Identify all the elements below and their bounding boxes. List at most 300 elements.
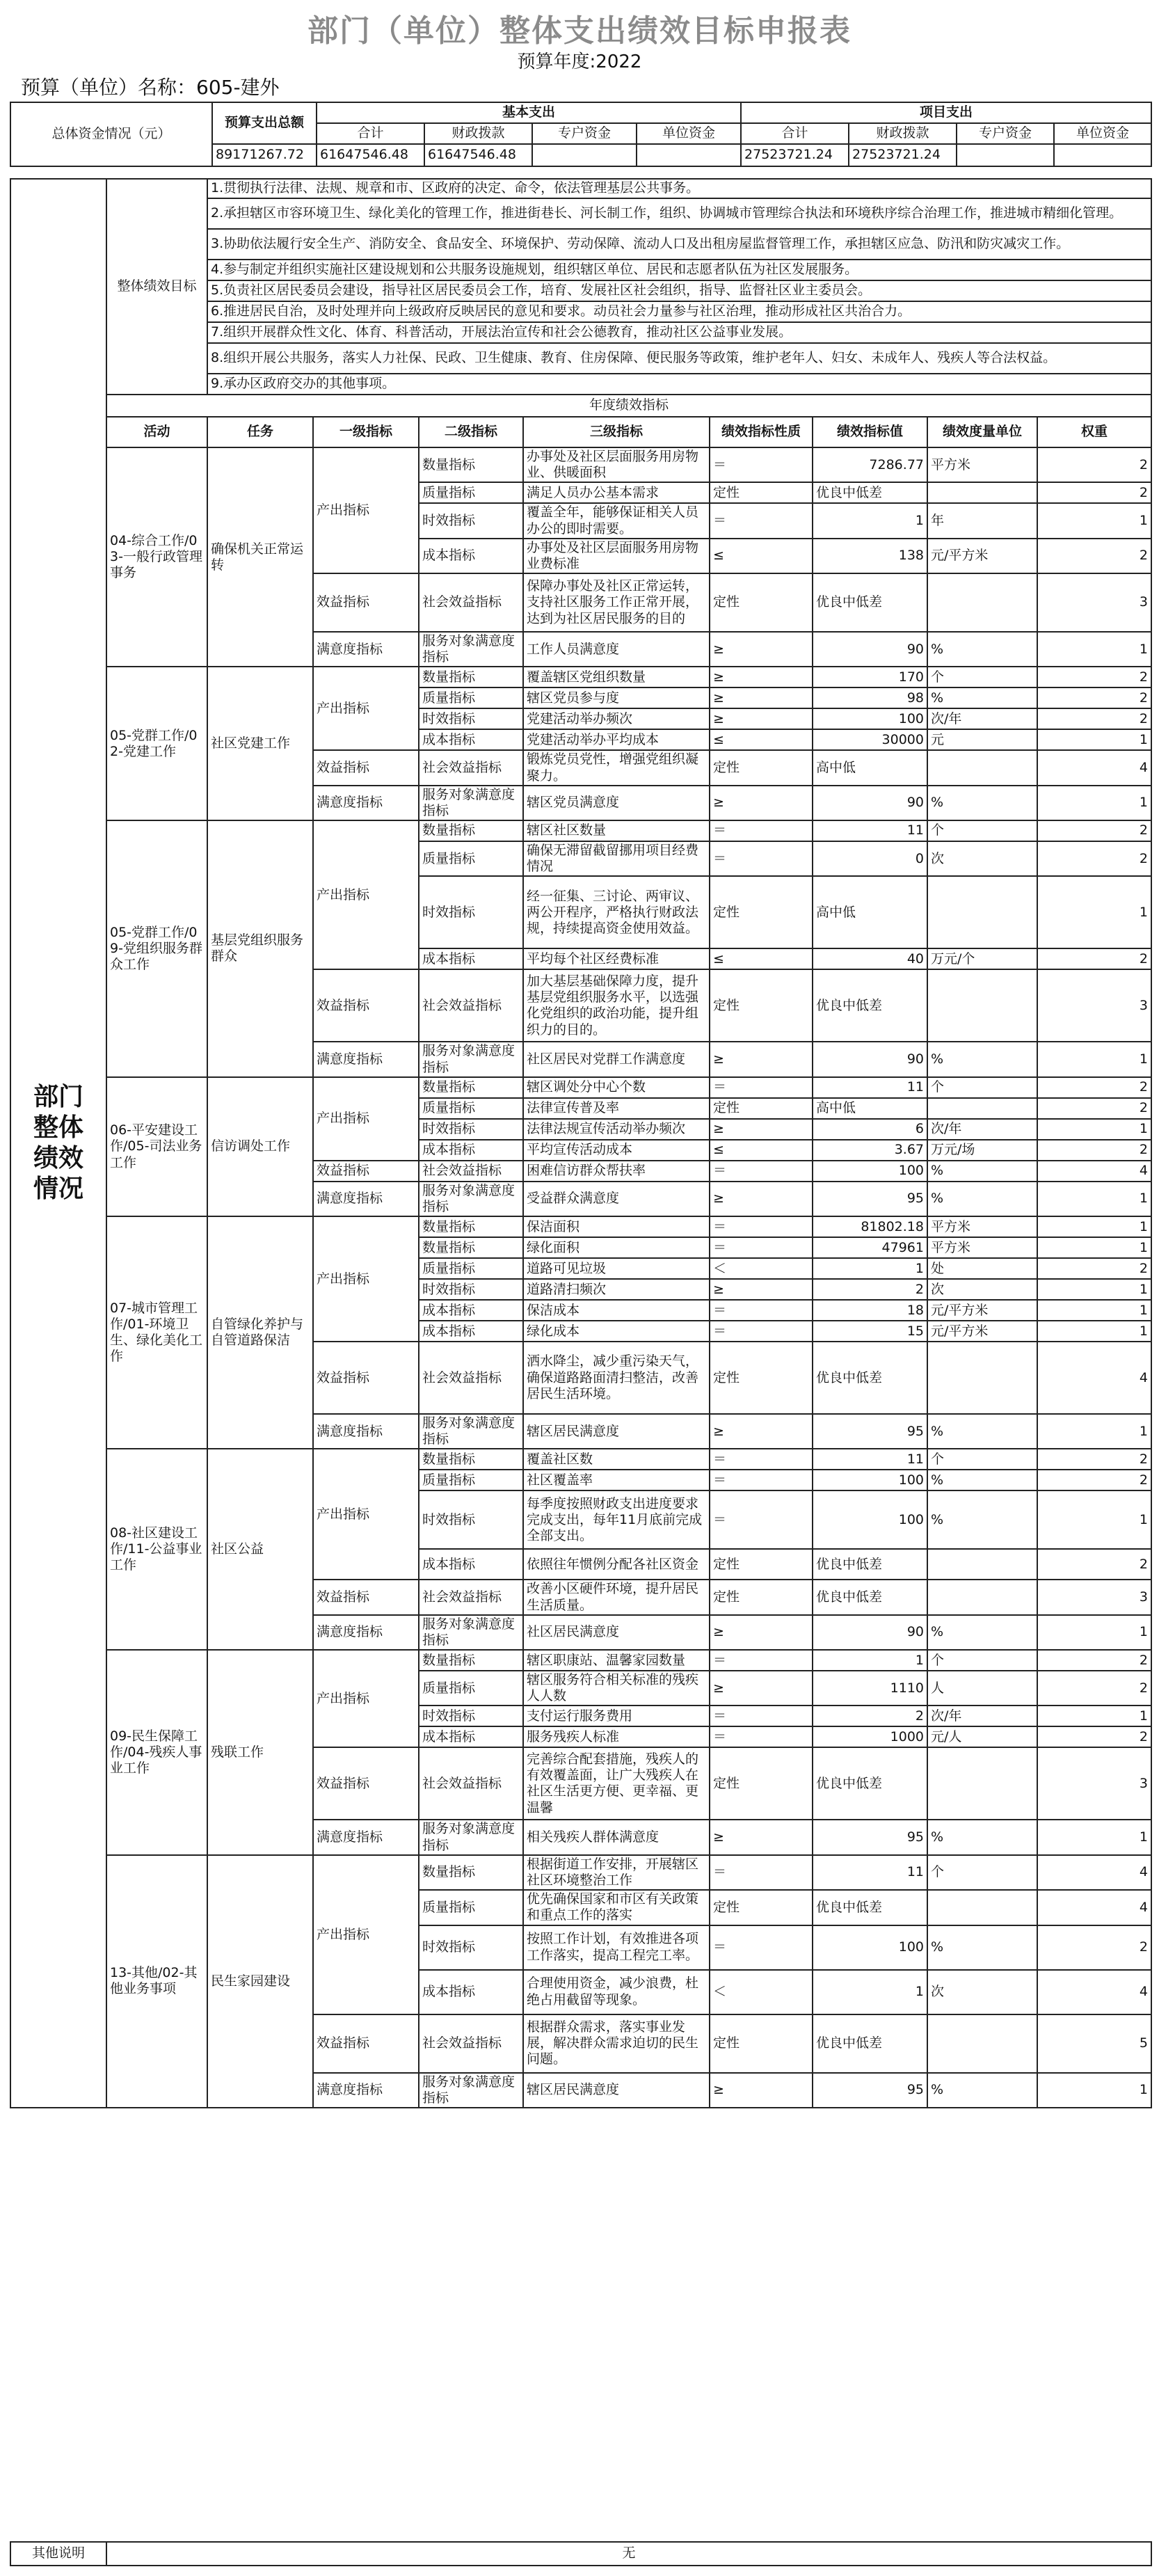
unit-cell <box>927 1890 1037 1925</box>
weight-cell: 2 <box>1037 841 1151 876</box>
nature-cell: ＝ <box>710 1077 813 1098</box>
unit-cell: % <box>927 1414 1037 1449</box>
nature-cell: 定性 <box>710 1890 813 1925</box>
unit-cell: 元/平方米 <box>927 539 1037 573</box>
project-value <box>1054 144 1151 166</box>
unit-cell: 处 <box>927 1258 1037 1279</box>
level2-cell: 社会效益指标 <box>419 573 523 632</box>
level3-cell: 社区居民满意度 <box>523 1615 710 1650</box>
nature-cell: ＜ <box>710 1970 813 2014</box>
unit-cell: 平方米 <box>927 447 1037 482</box>
level1-cell: 满意度指标 <box>313 1042 419 1076</box>
level3-cell: 服务残疾人标准 <box>523 1726 710 1747</box>
level1-cell: 产出指标 <box>313 1449 419 1580</box>
nature-cell: ＝ <box>710 1726 813 1747</box>
col-header: 专户资金 <box>957 123 1054 144</box>
nature-cell: ＝ <box>710 841 813 876</box>
nature-cell: ≥ <box>710 1279 813 1300</box>
unit-cell: % <box>927 786 1037 820</box>
level2-cell: 成本指标 <box>419 1321 523 1342</box>
weight-cell: 1 <box>1037 1615 1151 1650</box>
nature-cell: ≥ <box>710 1042 813 1076</box>
basic-value: 61647546.48 <box>317 144 424 166</box>
page-title: 部门（单位）整体支出绩效目标申报表 <box>307 13 852 49</box>
value-cell: 81802.18 <box>813 1216 927 1237</box>
weight-cell: 1 <box>1037 786 1151 820</box>
weight-cell: 1 <box>1037 2073 1151 2108</box>
weight-cell: 1 <box>1037 1279 1151 1300</box>
level3-cell: 优先确保国家和市区有关政策和重点工作的落实 <box>523 1890 710 1925</box>
level2-cell: 时效指标 <box>419 876 523 948</box>
unit-cell <box>927 1549 1037 1580</box>
level3-cell: 社区覆盖率 <box>523 1470 710 1490</box>
nature-cell: 定性 <box>710 573 813 632</box>
goal-text: 6.推进居民自治，及时处理并向上级政府反映居民的意见和要求。动员社会力量参与社区治理，推动形成社区共治合力。 <box>207 301 1151 322</box>
nature-cell: ≥ <box>710 1671 813 1706</box>
nature-cell: ≥ <box>710 667 813 687</box>
value-cell: 优良中低差 <box>813 1580 927 1614</box>
unit-cell: 个 <box>927 820 1037 841</box>
weight-cell: 3 <box>1037 1580 1151 1614</box>
unit-cell: 元/平方米 <box>927 1321 1037 1342</box>
unit-cell: % <box>927 1182 1037 1216</box>
nature-cell: ≤ <box>710 1140 813 1161</box>
level2-cell: 质量指标 <box>419 1258 523 1279</box>
weight-cell: 2 <box>1037 948 1151 969</box>
weight-cell: 2 <box>1037 1549 1151 1580</box>
value-cell: 1 <box>813 1650 927 1671</box>
level1-cell: 满意度指标 <box>313 1615 419 1650</box>
activity-cell: 08-社区建设工作/11-公益事业工作 <box>106 1449 207 1650</box>
unit-cell: % <box>927 1925 1037 1970</box>
level2-cell: 时效指标 <box>419 503 523 538</box>
value-cell: 优良中低差 <box>813 1549 927 1580</box>
level3-cell: 满足人员办公基本需求 <box>523 482 710 503</box>
column-header: 绩效指标值 <box>813 417 927 447</box>
value-cell: 优良中低差 <box>813 1747 927 1820</box>
unit-cell: 元/平方米 <box>927 1300 1037 1321</box>
level1-cell: 满意度指标 <box>313 786 419 820</box>
level2-cell: 成本指标 <box>419 1549 523 1580</box>
nature-cell: ＝ <box>710 1216 813 1237</box>
weight-cell: 1 <box>1037 1414 1151 1449</box>
level2-cell: 质量指标 <box>419 1470 523 1490</box>
level1-cell: 满意度指标 <box>313 632 419 667</box>
level2-cell: 时效指标 <box>419 1925 523 1970</box>
level2-cell: 服务对象满意度指标 <box>419 632 523 667</box>
total-value: 89171267.72 <box>212 144 317 166</box>
level2-cell: 服务对象满意度指标 <box>419 1414 523 1449</box>
goal-text: 8.组织开展公共服务，落实人力社保、民政、卫生健康、教育、住房保障、便民服务等政策，维护老年人、妇女、未成年人、残疾人等合法权益。 <box>207 343 1151 374</box>
level1-cell: 产出指标 <box>313 1216 419 1342</box>
weight-cell: 2 <box>1037 539 1151 573</box>
activity-cell: 13-其他/02-其他业务事项 <box>106 1855 207 2108</box>
col-header: 合计 <box>741 123 849 144</box>
level3-cell: 平均宣传活动成本 <box>523 1140 710 1161</box>
other-table <box>10 2541 1152 2566</box>
level2-cell: 服务对象满意度指标 <box>419 1182 523 1216</box>
project-label: 项目支出 <box>741 102 1151 123</box>
level3-cell: 辖区职康站、温馨家园数量 <box>523 1650 710 1671</box>
level2-cell: 社会效益指标 <box>419 969 523 1042</box>
level3-cell: 按照工作计划，有效推进各项工作落实，提高工程完工率。 <box>523 1925 710 1970</box>
nature-cell: 定性 <box>710 1549 813 1580</box>
nature-cell: ≤ <box>710 948 813 969</box>
unit-cell: 次/年 <box>927 1706 1037 1726</box>
value-cell: 47961 <box>813 1237 927 1258</box>
nature-cell: ≥ <box>710 1182 813 1216</box>
weight-cell: 1 <box>1037 1820 1151 1854</box>
value-cell: 100 <box>813 708 927 729</box>
level2-cell: 质量指标 <box>419 1890 523 1925</box>
value-cell: 18 <box>813 1300 927 1321</box>
weight-cell: 1 <box>1037 729 1151 750</box>
unit-cell: 元 <box>927 729 1037 750</box>
level1-cell: 满意度指标 <box>313 2073 419 2108</box>
activity-cell: 06-平安建设工作/05-司法业务工作 <box>106 1077 207 1216</box>
level3-cell: 支付运行服务费用 <box>523 1706 710 1726</box>
level1-cell: 效益指标 <box>313 1161 419 1182</box>
unit-cell: 年 <box>927 503 1037 538</box>
nature-cell: ≥ <box>710 2073 813 2108</box>
value-cell: 90 <box>813 1042 927 1076</box>
level2-cell: 质量指标 <box>419 1098 523 1119</box>
value-cell: 2 <box>813 1279 927 1300</box>
level2-cell: 成本指标 <box>419 1300 523 1321</box>
unit-cell: 万元/个 <box>927 948 1037 969</box>
nature-cell: 定性 <box>710 2014 813 2073</box>
nature-cell: ≥ <box>710 1119 813 1140</box>
value-cell: 90 <box>813 1615 927 1650</box>
unit-cell <box>927 1747 1037 1820</box>
activity-cell: 05-党群工作/02-党建工作 <box>106 667 207 820</box>
nature-cell: ＝ <box>710 447 813 482</box>
value-cell: 95 <box>813 2073 927 2108</box>
goal-text: 9.承办区政府交办的其他事项。 <box>207 374 1151 395</box>
goal-text: 2.承担辖区市容环境卫生、绿化美化的管理工作，推进街巷长、河长制工作，组织、协调城市管理综合执法和环境秩序综合治理工作，推进城市精细化管理。 <box>207 198 1151 229</box>
level3-cell: 辖区党员参与度 <box>523 687 710 708</box>
project-value: 27523721.24 <box>849 144 957 166</box>
nature-cell: ＝ <box>710 1237 813 1258</box>
nature-cell: ＝ <box>710 1490 813 1549</box>
weight-cell: 2 <box>1037 1140 1151 1161</box>
value-cell: 优良中低差 <box>813 482 927 503</box>
unit-cell: % <box>927 1042 1037 1076</box>
weight-cell: 2 <box>1037 1925 1151 1970</box>
unit-cell: 个 <box>927 1855 1037 1890</box>
level3-cell: 辖区调处分中心个数 <box>523 1077 710 1098</box>
level1-cell: 产出指标 <box>313 1855 419 2014</box>
nature-cell: ＜ <box>710 1258 813 1279</box>
value-cell: 90 <box>813 786 927 820</box>
level2-cell: 时效指标 <box>419 1706 523 1726</box>
level3-cell: 加大基层基础保障力度，提升基层党组织服务水平，以选强化党组织的政治功能，提升组织力的目的。 <box>523 969 710 1042</box>
level2-cell: 服务对象满意度指标 <box>419 1615 523 1650</box>
level2-cell: 服务对象满意度指标 <box>419 2073 523 2108</box>
level2-cell: 数量指标 <box>419 820 523 841</box>
weight-cell: 2 <box>1037 1650 1151 1671</box>
nature-cell: ≥ <box>710 786 813 820</box>
unit-cell: % <box>927 1470 1037 1490</box>
level3-cell: 困难信访群众帮扶率 <box>523 1161 710 1182</box>
goal-text: 7.组织开展群众性文化、体育、科普活动，开展法治宣传和社会公德教育，推动社区公益事业发展。 <box>207 322 1151 343</box>
column-header: 一级指标 <box>313 417 419 447</box>
value-cell: 95 <box>813 1414 927 1449</box>
weight-cell: 1 <box>1037 1182 1151 1216</box>
budget-year: 预算年度:2022 <box>517 51 642 72</box>
level3-cell: 每季度按照财政支出进度要求完成支出，每年11月底前完成全部支出。 <box>523 1490 710 1549</box>
basic-value: 61647546.48 <box>424 144 532 166</box>
value-cell: 100 <box>813 1161 927 1182</box>
level3-cell: 完善综合配套措施，残疾人的有效覆盖面，让广大残疾人在社区生活更方便、更幸福、更温馨 <box>523 1747 710 1820</box>
total-label: 预算支出总额 <box>212 102 317 144</box>
weight-cell: 4 <box>1037 1342 1151 1414</box>
value-cell: 高中低 <box>813 750 927 785</box>
level2-cell: 成本指标 <box>419 539 523 573</box>
funding-label: 总体资金情况（元） <box>10 102 212 166</box>
level2-cell: 成本指标 <box>419 948 523 969</box>
level3-cell: 改善小区硬件环境，提升居民生活质量。 <box>523 1580 710 1614</box>
column-header: 三级指标 <box>523 417 710 447</box>
level3-cell: 办事处及社区层面服务用房物业费标准 <box>523 539 710 573</box>
col-header: 财政拨款 <box>424 123 532 144</box>
level1-cell: 产出指标 <box>313 447 419 573</box>
level2-cell: 成本指标 <box>419 729 523 750</box>
col-header: 合计 <box>317 123 424 144</box>
basic-value <box>637 144 741 166</box>
level3-cell: 合理使用资金，减少浪费，杜绝占用截留等现象。 <box>523 1970 710 2014</box>
col-header: 财政拨款 <box>849 123 957 144</box>
indicator-row <box>10 1650 1151 1671</box>
nature-cell: ＝ <box>710 1161 813 1182</box>
nature-cell: ＝ <box>710 1321 813 1342</box>
nature-cell: 定性 <box>710 1580 813 1614</box>
value-cell: 138 <box>813 539 927 573</box>
nature-cell: 定性 <box>710 1098 813 1119</box>
unit-cell: 个 <box>927 667 1037 687</box>
level3-cell: 法律宣传普及率 <box>523 1098 710 1119</box>
weight-cell: 1 <box>1037 632 1151 667</box>
unit-cell <box>927 1342 1037 1414</box>
col-header: 专户资金 <box>532 123 637 144</box>
unit-cell: 元/人 <box>927 1726 1037 1747</box>
weight-cell: 4 <box>1037 1161 1151 1182</box>
weight-cell: 1 <box>1037 1490 1151 1549</box>
unit-cell: 次 <box>927 1279 1037 1300</box>
nature-cell: ≥ <box>710 632 813 667</box>
nature-cell: 定性 <box>710 876 813 948</box>
value-cell: 90 <box>813 632 927 667</box>
value-cell: 3.67 <box>813 1140 927 1161</box>
weight-cell: 2 <box>1037 482 1151 503</box>
nature-cell: ≥ <box>710 1414 813 1449</box>
level2-cell: 质量指标 <box>419 841 523 876</box>
unit-cell: % <box>927 1615 1037 1650</box>
value-cell: 1 <box>813 503 927 538</box>
nature-cell: ≤ <box>710 539 813 573</box>
level3-cell: 覆盖全年，能够保证相关人员办公的即时需要。 <box>523 503 710 538</box>
level2-cell: 质量指标 <box>419 1671 523 1706</box>
level3-cell: 辖区居民满意度 <box>523 1414 710 1449</box>
column-header: 任务 <box>207 417 313 447</box>
level2-cell: 成本指标 <box>419 1140 523 1161</box>
nature-cell: ＝ <box>710 1925 813 1970</box>
nature-cell: ≥ <box>710 708 813 729</box>
side-label: 部门整体绩效情况 <box>10 179 106 2108</box>
nature-cell: ＝ <box>710 1449 813 1470</box>
unit-cell: % <box>927 1820 1037 1854</box>
value-cell: 1000 <box>813 1726 927 1747</box>
basic-label: 基本支出 <box>317 102 741 123</box>
nature-cell: ＝ <box>710 503 813 538</box>
nature-cell: 定性 <box>710 750 813 785</box>
weight-cell: 2 <box>1037 1098 1151 1119</box>
column-header: 绩效指标性质 <box>710 417 813 447</box>
weight-cell: 1 <box>1037 1300 1151 1321</box>
level3-cell: 受益群众满意度 <box>523 1182 710 1216</box>
weight-cell: 1 <box>1037 1237 1151 1258</box>
level3-cell: 保洁面积 <box>523 1216 710 1237</box>
value-cell: 优良中低差 <box>813 1342 927 1414</box>
column-header: 二级指标 <box>419 417 523 447</box>
performance-table <box>10 178 1152 2108</box>
weight-cell: 4 <box>1037 1970 1151 2014</box>
weight-cell: 1 <box>1037 503 1151 538</box>
unit-cell: 个 <box>927 1650 1037 1671</box>
nature-cell: ＝ <box>710 1470 813 1490</box>
level2-cell: 时效指标 <box>419 708 523 729</box>
value-cell: 11 <box>813 1449 927 1470</box>
level2-cell: 社会效益指标 <box>419 1747 523 1820</box>
weight-cell: 4 <box>1037 1890 1151 1925</box>
weight-cell: 2 <box>1037 1077 1151 1098</box>
weight-cell: 3 <box>1037 1747 1151 1820</box>
value-cell: 95 <box>813 1182 927 1216</box>
level2-cell: 数量指标 <box>419 1650 523 1671</box>
nature-cell: ≥ <box>710 1820 813 1854</box>
level2-cell: 社会效益指标 <box>419 1580 523 1614</box>
weight-cell: 1 <box>1037 1706 1151 1726</box>
activity-cell: 05-党群工作/09-党组织服务群众工作 <box>106 820 207 1077</box>
weight-cell: 2 <box>1037 447 1151 482</box>
unit-cell: 次/年 <box>927 1119 1037 1140</box>
value-cell: 优良中低差 <box>813 573 927 632</box>
level2-cell: 社会效益指标 <box>419 1342 523 1414</box>
level2-cell: 数量指标 <box>419 1237 523 1258</box>
unit-cell: 次 <box>927 841 1037 876</box>
unit-cell <box>927 1098 1037 1119</box>
value-cell: 15 <box>813 1321 927 1342</box>
level3-cell: 保障办事处及社区正常运转，支持社区服务工作正常开展，达到为社区居民服务的目的 <box>523 573 710 632</box>
level1-cell: 效益指标 <box>313 1342 419 1414</box>
level3-cell: 覆盖辖区党组织数量 <box>523 667 710 687</box>
indicator-row <box>10 1855 1151 1890</box>
goal-text: 3.协助依法履行安全生产、消防安全、食品安全、环境保护、劳动保障、流动人口及出租房屋监督管理工作，承担辖区应急、防汛和防灾减灾工作。 <box>207 229 1151 260</box>
nature-cell: ＝ <box>710 1706 813 1726</box>
other-label: 其他说明 <box>10 2542 106 2566</box>
level2-cell: 成本指标 <box>419 1970 523 2014</box>
value-cell: 170 <box>813 667 927 687</box>
funding-table <box>10 102 1152 167</box>
unit-cell: 次 <box>927 1970 1037 2014</box>
task-cell: 民生家园建设 <box>207 1855 313 2108</box>
level3-cell: 保洁成本 <box>523 1300 710 1321</box>
activity-cell: 09-民生保障工作/04-残疾人事业工作 <box>106 1650 207 1855</box>
level3-cell: 法律法规宣传活动举办频次 <box>523 1119 710 1140</box>
weight-cell: 2 <box>1037 1470 1151 1490</box>
indicator-row <box>10 667 1151 687</box>
level2-cell: 数量指标 <box>419 447 523 482</box>
unit-cell <box>927 750 1037 785</box>
level2-cell: 社会效益指标 <box>419 750 523 785</box>
value-cell: 优良中低差 <box>813 969 927 1042</box>
level3-cell: 洒水降尘，减少重污染天气，确保道路路面清扫整洁，改善居民生活环境。 <box>523 1342 710 1414</box>
unit-cell <box>927 1580 1037 1614</box>
nature-cell: ≥ <box>710 687 813 708</box>
level3-cell: 辖区社区数量 <box>523 820 710 841</box>
value-cell: 1 <box>813 1970 927 2014</box>
nature-cell: ＝ <box>710 1300 813 1321</box>
nature-cell: 定性 <box>710 1342 813 1414</box>
level2-cell: 服务对象满意度指标 <box>419 1820 523 1854</box>
annual-label: 年度绩效指标 <box>106 395 1151 417</box>
unit-cell: 平方米 <box>927 1237 1037 1258</box>
other-value: 无 <box>106 2542 1151 2566</box>
level1-cell: 效益指标 <box>313 2014 419 2073</box>
value-cell: 7286.77 <box>813 447 927 482</box>
value-cell: 高中低 <box>813 1098 927 1119</box>
value-cell: 1110 <box>813 1671 927 1706</box>
unit-cell: 次/年 <box>927 708 1037 729</box>
unit-cell <box>927 969 1037 1042</box>
indicator-row <box>10 1449 1151 1470</box>
unit-cell: % <box>927 2073 1037 2108</box>
unit-name: 预算（单位）名称：605-建外 <box>21 76 280 99</box>
task-cell: 自管绿化养护与自管道路保洁 <box>207 1216 313 1449</box>
column-header: 权重 <box>1037 417 1151 447</box>
goal-row <box>10 179 1151 198</box>
weight-cell: 2 <box>1037 687 1151 708</box>
activity-cell: 07-城市管理工作/01-环境卫生、绿化美化工作 <box>106 1216 207 1449</box>
unit-cell: 平方米 <box>927 1216 1037 1237</box>
nature-cell: ＝ <box>710 1855 813 1890</box>
nature-cell: ≤ <box>710 729 813 750</box>
weight-cell: 3 <box>1037 573 1151 632</box>
level1-cell: 满意度指标 <box>313 1414 419 1449</box>
col-header: 单位资金 <box>637 123 741 144</box>
weight-cell: 1 <box>1037 876 1151 948</box>
indicator-row <box>10 1077 1151 1098</box>
task-cell: 残联工作 <box>207 1650 313 1855</box>
level1-cell: 产出指标 <box>313 667 419 750</box>
nature-cell: 定性 <box>710 1747 813 1820</box>
unit-cell: 个 <box>927 1077 1037 1098</box>
indicator-row <box>10 1216 1151 1237</box>
column-header: 活动 <box>106 417 207 447</box>
weight-cell: 1 <box>1037 1042 1151 1076</box>
level2-cell: 服务对象满意度指标 <box>419 786 523 820</box>
unit-cell: % <box>927 632 1037 667</box>
weight-cell: 2 <box>1037 1671 1151 1706</box>
level1-cell: 产出指标 <box>313 1077 419 1161</box>
value-cell: 11 <box>813 820 927 841</box>
goals-label: 整体绩效目标 <box>106 179 207 395</box>
level3-cell: 道路清扫频次 <box>523 1279 710 1300</box>
task-cell: 信访调处工作 <box>207 1077 313 1216</box>
level3-cell: 辖区居民满意度 <box>523 2073 710 2108</box>
level3-cell: 绿化成本 <box>523 1321 710 1342</box>
basic-value <box>532 144 637 166</box>
